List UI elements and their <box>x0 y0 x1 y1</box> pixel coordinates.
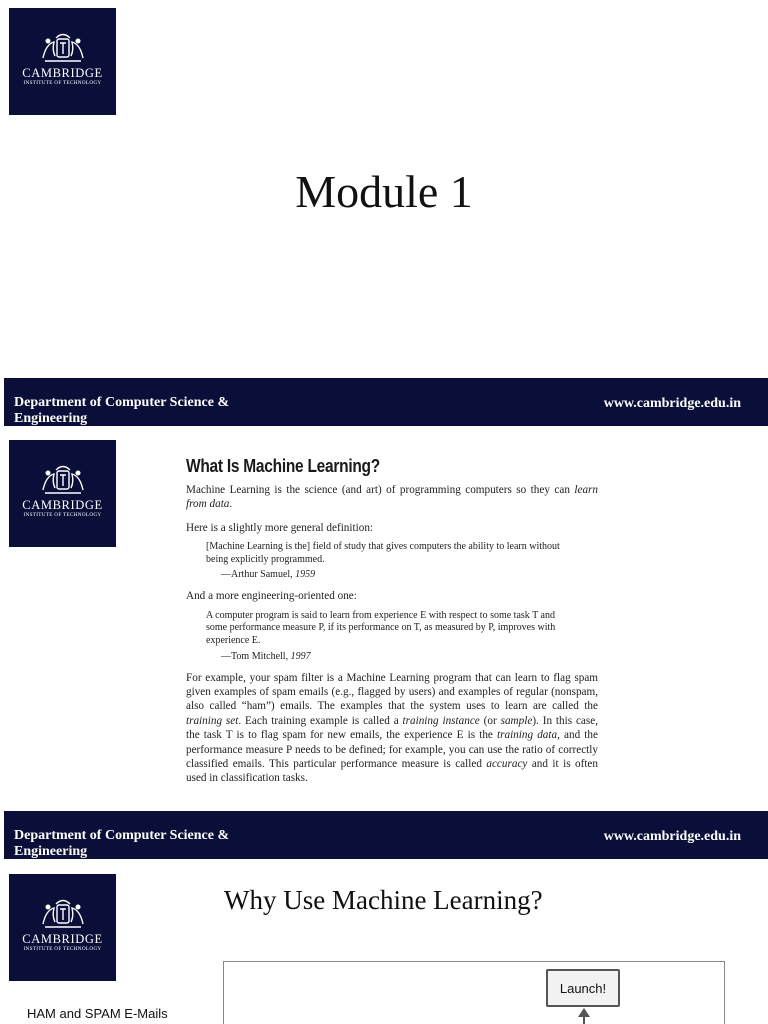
module-title: Module 1 <box>295 166 473 217</box>
footer-website[interactable]: www.cambridge.edu.in <box>603 396 741 411</box>
logo-name: CAMBRIDGE <box>22 66 103 80</box>
book-excerpt <box>186 456 598 786</box>
slide-why-use-ml <box>0 864 768 1024</box>
mitchell-quote: A computer program is said to learn from experience E with respect to some task T and some performance measure P, if its performance on T, as measured by P, improves with experience E. <box>206 609 556 646</box>
cambridge-logo <box>9 874 116 981</box>
ml-workflow-diagram <box>223 961 725 1024</box>
slide-footer <box>4 811 768 859</box>
crest-icon <box>40 30 86 64</box>
logo-tagline: INSTITUTE OF TECHNOLOGY <box>23 946 102 952</box>
cambridge-logo <box>9 440 116 547</box>
samuel-quote: [Machine Learning is the] field of study that gives computers the ability to learn without being explicitly programmed. <box>206 541 560 565</box>
spam-example-paragraph: For example, your spam filter is a Machine Learning program that can learn to flag spam given examples of spam emails (e.g., flagged by users) and examples of regular (nonspam, also called “ham”) emails. The examples that the system uses to learn are called the training set. Each training example is called a training instance (or sample). In this case, the task T is to flag spam for new emails, the experience E is the training data, and the performance measure P needs to be defined; for example, you can use the ratio of correctly classified emails. This particular performance measure is called accuracy and it is often used in classification tasks. <box>186 671 599 785</box>
logo-tagline: INSTITUTE OF TECHNOLOGY <box>23 80 102 86</box>
engineering-definition-lead: And a more engineering-oriented one: <box>186 590 357 603</box>
general-definition-lead: Here is a slightly more general definition: <box>186 521 374 534</box>
excerpt-heading: What Is Machine Learning? <box>186 456 380 476</box>
launch-box: Launch! <box>546 969 620 1007</box>
slide-footer <box>4 378 768 426</box>
intro-paragraph: Machine Learning is the science (and art) of programming computers so they can learn from data. <box>186 484 598 511</box>
crest-icon <box>40 896 86 930</box>
slide-heading: Why Use Machine Learning? <box>224 885 543 915</box>
mitchell-citation: —Tom Mitchell, 1997 <box>221 650 311 662</box>
logo-name: CAMBRIDGE <box>22 932 103 946</box>
arrow-up-icon <box>577 1007 591 1024</box>
slide-what-is-ml <box>0 432 768 864</box>
cambridge-logo <box>9 8 116 115</box>
logo-name: CAMBRIDGE <box>22 498 103 512</box>
logo-tagline: INSTITUTE OF TECHNOLOGY <box>23 512 102 518</box>
footer-website[interactable]: www.cambridge.edu.in <box>603 829 741 844</box>
slide-module-title <box>0 0 768 432</box>
ham-spam-label: HAM and SPAM E-Mails <box>27 1006 168 1021</box>
crest-icon <box>40 462 86 496</box>
samuel-citation: —Arthur Samuel, 1959 <box>221 569 316 581</box>
footer-department: Department of Computer Science & Engineering <box>14 828 230 859</box>
footer-department: Department of Computer Science & Engineering <box>14 395 230 426</box>
